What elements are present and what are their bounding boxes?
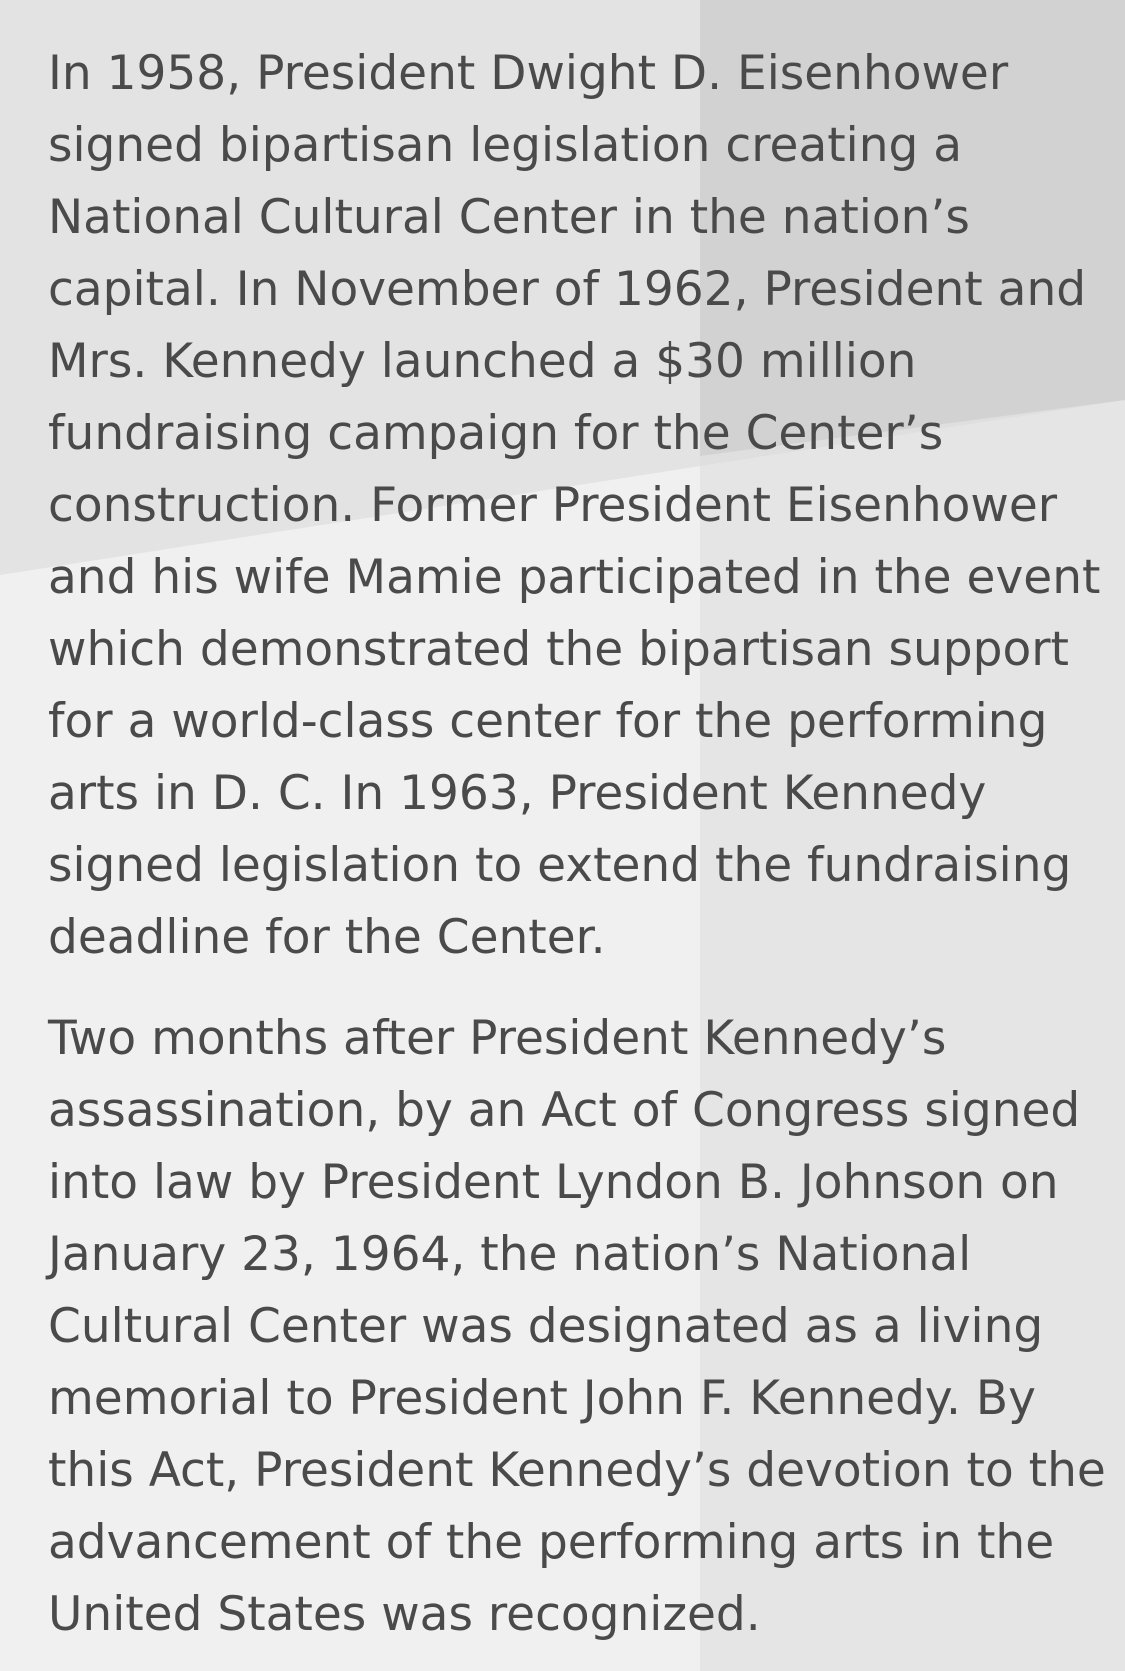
text-line: for a world-class center for the performing <box>48 694 1048 749</box>
text-line: United States was recognized. <box>48 1587 761 1642</box>
text-line: Cultural Center was designated as a living <box>48 1299 1044 1354</box>
text-line: and his wife Mamie participated in the event <box>48 550 1101 605</box>
text-line: January 23, 1964, the nation’s National <box>48 1227 972 1282</box>
text-line: construction. Former President Eisenhower <box>48 478 1058 533</box>
text-line: deadline for the Center. <box>48 910 606 965</box>
text-line: into law by President Lyndon B. Johnson on <box>48 1155 1059 1210</box>
text-line: fundraising campaign for the Center’s <box>48 406 944 461</box>
text-line: National Cultural Center in the nation’s <box>48 190 970 245</box>
text-line: signed legislation to extend the fundraising <box>48 838 1072 893</box>
text-line: capital. In November of 1962, President and <box>48 262 1087 317</box>
paragraph-1 <box>48 38 1101 974</box>
text-line: advancement of the performing arts in the <box>48 1515 1055 1570</box>
text-line: memorial to President John F. Kennedy. By <box>48 1371 1036 1426</box>
text-line: arts in D. C. In 1963, President Kennedy <box>48 766 987 821</box>
text-line: which demonstrated the bipartisan support <box>48 622 1069 677</box>
text-line: Mrs. Kennedy launched a $30 million <box>48 334 917 389</box>
text-line: assassination, by an Act of Congress signed <box>48 1083 1081 1138</box>
text-line: Two months after President Kennedy’s <box>48 1011 947 1066</box>
article-body <box>48 38 1106 1651</box>
text-line: signed bipartisan legislation creating a <box>48 118 963 173</box>
text-line: this Act, President Kennedy’s devotion to the <box>48 1443 1106 1498</box>
text-line: In 1958, President Dwight D. Eisenhower <box>48 46 1009 101</box>
paragraph-2 <box>48 1003 1106 1651</box>
